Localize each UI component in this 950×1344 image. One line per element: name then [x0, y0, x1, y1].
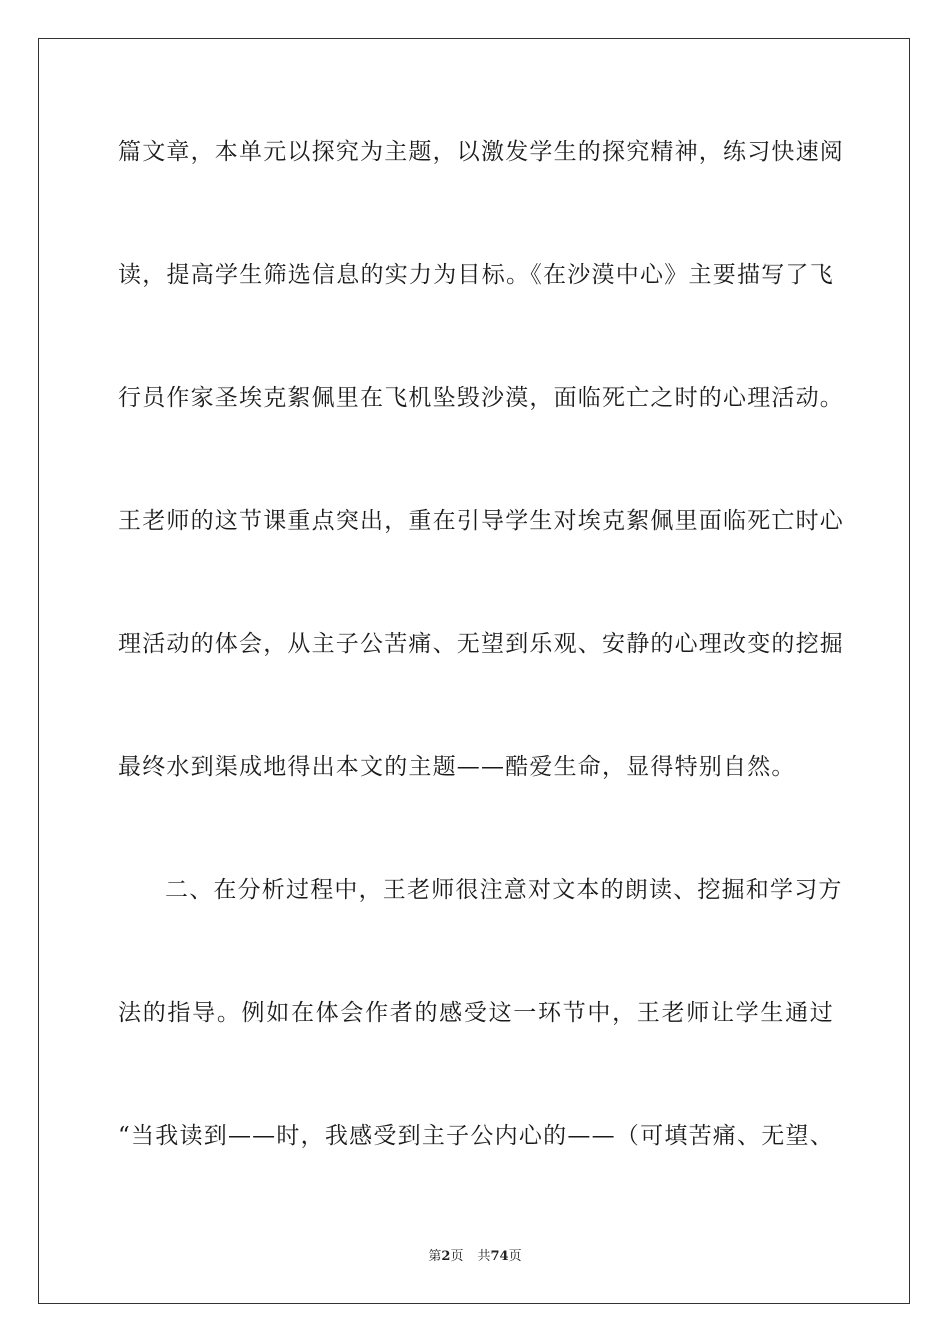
body-text-line: 行员作家圣埃克絮佩里在飞机坠毁沙漠，面临死亡之时的心理活动。	[118, 385, 844, 411]
page-footer	[0, 1248, 950, 1266]
body-text-line: 篇文章，本单元以探究为主题，以激发学生的探究精神，练习快速阅	[118, 139, 844, 165]
paragraph-first-line: 二、在分析过程中，王老师很注意对文本的朗读、挖掘和学习方	[165, 877, 843, 903]
body-text-line: 理活动的体会，从主子公苦痛、无望到乐观、安静的心理改变的挖掘	[118, 631, 844, 657]
body-text-line: 读，提高学生筛选信息的实力为目标。《在沙漠中心》主要描写了飞	[118, 262, 834, 288]
page-prefix: 第	[428, 1249, 442, 1264]
total-prefix: 共	[477, 1249, 491, 1264]
body-text-line: 王老师的这节课重点突出，重在引导学生对埃克絮佩里面临死亡时心	[118, 508, 844, 534]
page-border	[38, 38, 910, 1304]
current-page-number: 2	[441, 1249, 451, 1264]
body-text-line: 法的指导。例如在体会作者的感受这一环节中，王老师让学生通过	[118, 1000, 834, 1026]
body-text-line: “当我读到——时，我感受到主子公内心的——（可填苦痛、无望、	[118, 1123, 834, 1149]
total-pages-number: 74	[490, 1249, 509, 1264]
total-suffix: 页	[508, 1249, 522, 1264]
body-text-line: 最终水到渠成地得出本文的主题——酷爱生命，显得特别自然。	[118, 754, 796, 780]
page-suffix: 页	[450, 1249, 464, 1264]
